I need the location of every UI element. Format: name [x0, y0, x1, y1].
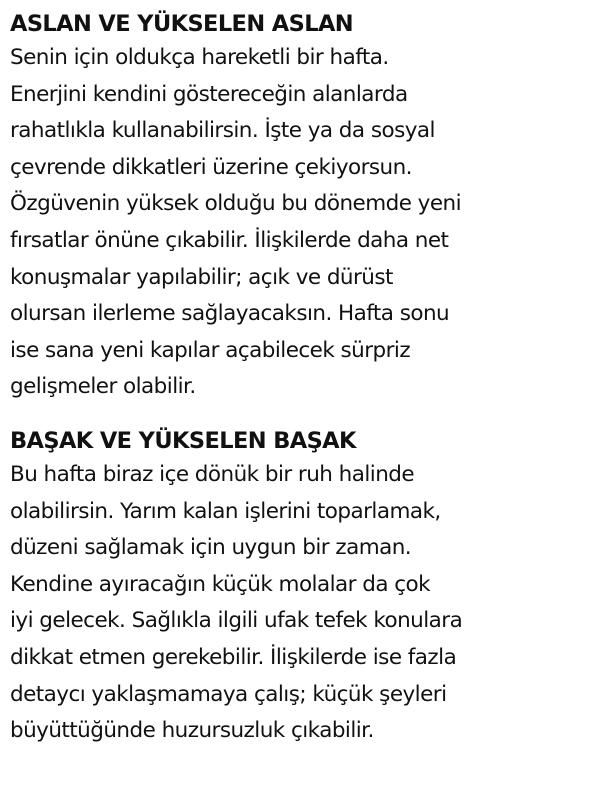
section-title-aslan: ASLAN VE YÜKSELEN ASLAN [10, 11, 353, 37]
text-line: çevrende dikkatleri üzerine çekiyorsun. [10, 154, 412, 180]
text-line: olabilirsin. Yarım kalan işlerini toparlamak, [10, 498, 441, 524]
section-body-basak [10, 457, 596, 750]
text-line: Senin için oldukça hareketli bir hafta. [10, 45, 389, 70]
section-basak [10, 425, 596, 750]
text-line: Kendine ayıracağın küçük molalar da çok [10, 571, 431, 597]
section-body-aslan [10, 40, 596, 406]
text-line: konuşmalar yapılabilir; açık ve dürüst [10, 264, 393, 290]
text-line: düzeni sağlamak için uygun bir zaman. [10, 535, 412, 561]
text-line: dikkat etmen gerekebilir. İlişkilerde ise fazla [10, 644, 457, 670]
section-aslan [10, 8, 596, 406]
text-line: fırsatlar önüne çıkabilir. İlişkilerde daha net [10, 227, 449, 253]
text-line: rahatlıkla kullanabilirsin. İşte ya da sosyal [10, 118, 435, 144]
horoscope-article [10, 8, 596, 750]
text-line: Özgüvenin yüksek olduğu bu dönemde yeni [10, 191, 462, 217]
text-line: olursan ilerleme sağlayacaksın. Hafta sonu [10, 301, 450, 327]
text-line: büyüttüğünde huzursuzluk çıkabilir. [10, 718, 374, 744]
text-line: Enerjini kendini göstereceğin alanlarda [10, 81, 408, 107]
text-line: gelişmeler olabilir. [10, 374, 196, 400]
section-title-basak: BAŞAK VE YÜKSELEN BAŞAK [10, 427, 356, 454]
text-line: detaycı yaklaşmamaya çalış; küçük şeyleri [10, 681, 447, 707]
text-line: Bu hafta biraz içe dönük bir ruh halinde [10, 461, 415, 487]
text-line: ise sana yeni kapılar açabilecek sürpriz [10, 337, 411, 363]
text-line: iyi gelecek. Sağlıkla ilgili ufak tefek konulara [10, 608, 463, 634]
